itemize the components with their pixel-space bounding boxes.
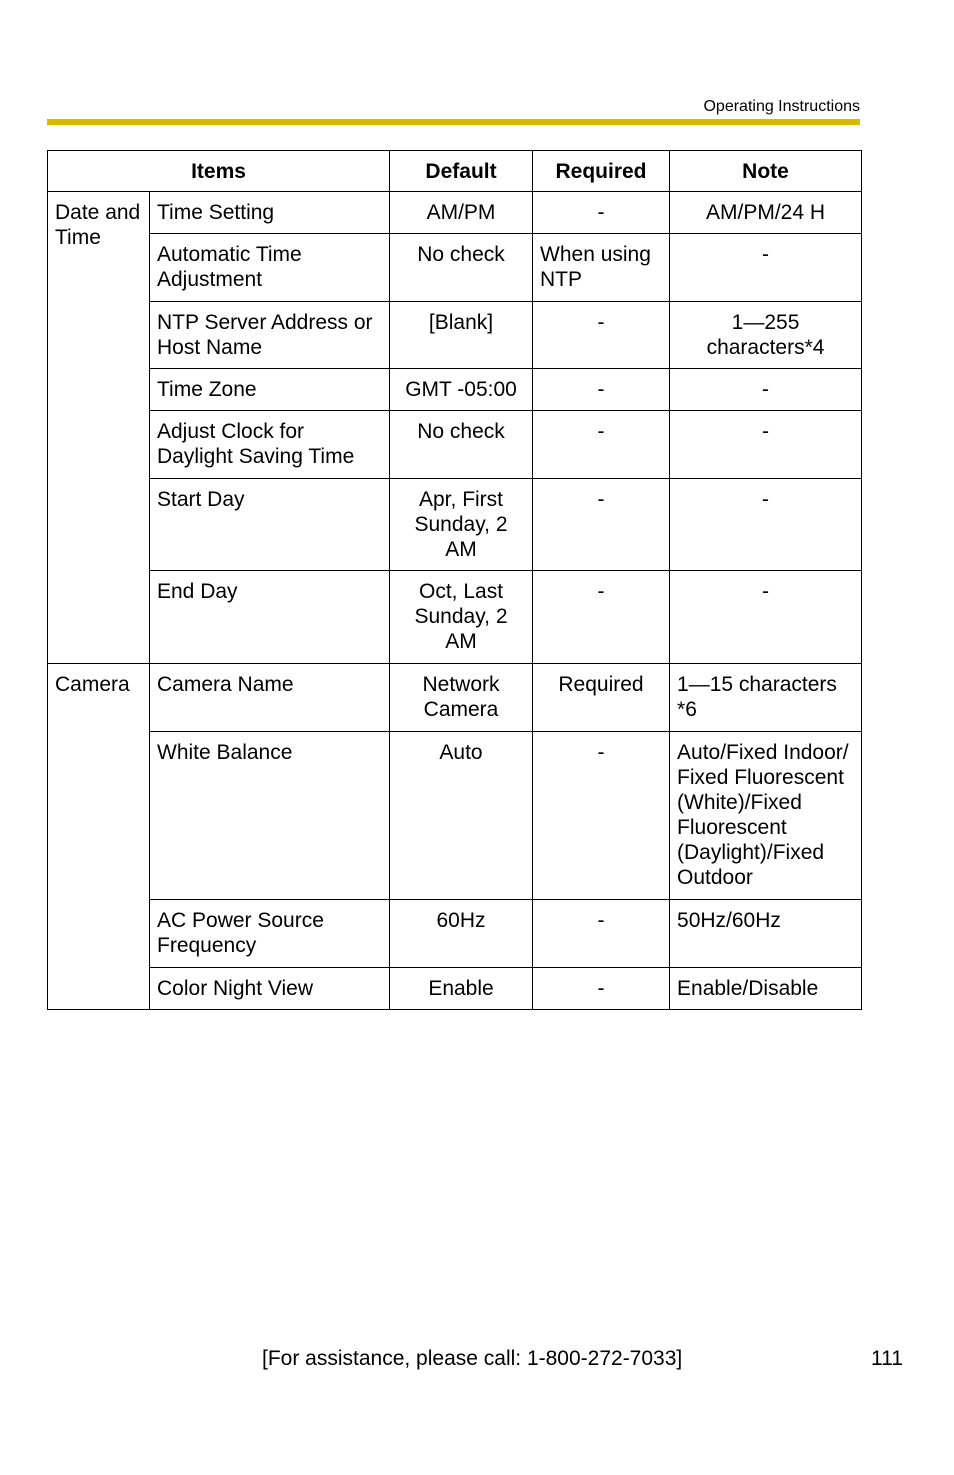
required-cell: When using NTP	[533, 234, 670, 302]
required-cell: -	[533, 479, 670, 571]
note-cell: Auto/Fixed Indoor/ Fixed Fluorescent (White)/Fixed Fluorescent (Daylight)/Fixed Outdoor	[670, 732, 862, 900]
default-cell: GMT -05:00	[390, 369, 533, 411]
default-cell: Oct, Last Sunday, 2 AM	[390, 571, 533, 664]
page-number: 111	[871, 1347, 903, 1370]
required-cell: -	[533, 968, 670, 1010]
required-cell: -	[533, 571, 670, 664]
item-cell: Time Setting	[150, 192, 390, 234]
item-cell: Start Day	[150, 479, 390, 571]
note-cell: -	[670, 234, 862, 302]
default-cell: Enable	[390, 968, 533, 1010]
note-cell: Enable/Disable	[670, 968, 862, 1010]
header-rule	[47, 119, 860, 125]
table-row	[48, 479, 862, 571]
table-row	[48, 192, 862, 234]
note-cell: 1—255 characters*4	[670, 302, 862, 369]
note-cell: -	[670, 479, 862, 571]
item-cell: Adjust Clock for Daylight Saving Time	[150, 411, 390, 479]
item-cell: Time Zone	[150, 369, 390, 411]
group-label: Date and Time	[48, 192, 150, 664]
table-row	[48, 968, 862, 1010]
required-cell: Required	[533, 664, 670, 732]
item-cell: AC Power Source Frequency	[150, 900, 390, 968]
required-cell: -	[533, 369, 670, 411]
group-label: Camera	[48, 664, 150, 1010]
running-header: Operating Instructions	[703, 98, 860, 115]
required-cell: -	[533, 411, 670, 479]
default-cell: No check	[390, 234, 533, 302]
note-cell: 50Hz/60Hz	[670, 900, 862, 968]
col-header-note: Note	[670, 151, 862, 192]
col-header-default: Default	[390, 151, 533, 192]
item-cell: Camera Name	[150, 664, 390, 732]
required-cell: -	[533, 192, 670, 234]
note-cell: -	[670, 369, 862, 411]
table-row	[48, 234, 862, 302]
table-row	[48, 664, 862, 732]
default-cell: No check	[390, 411, 533, 479]
table-header-row	[48, 151, 862, 192]
default-cell: Auto	[390, 732, 533, 900]
table-row	[48, 900, 862, 968]
item-cell: Color Night View	[150, 968, 390, 1010]
default-cell: [Blank]	[390, 302, 533, 369]
default-cell: 60Hz	[390, 900, 533, 968]
note-cell: 1—15 characters *6	[670, 664, 862, 732]
note-cell: AM/PM/24 H	[670, 192, 862, 234]
required-cell: -	[533, 732, 670, 900]
item-cell: Automatic Time Adjustment	[150, 234, 390, 302]
item-cell: White Balance	[150, 732, 390, 900]
required-cell: -	[533, 302, 670, 369]
default-cell: Network Camera	[390, 664, 533, 732]
note-cell: -	[670, 411, 862, 479]
col-header-required: Required	[533, 151, 670, 192]
assistance-line: [For assistance, please call: 1-800-272-7033]	[262, 1347, 683, 1370]
col-header-items: Items	[48, 151, 390, 192]
required-cell: -	[533, 900, 670, 968]
default-cell: AM/PM	[390, 192, 533, 234]
settings-table	[47, 150, 862, 1010]
table-row	[48, 411, 862, 479]
table-row	[48, 369, 862, 411]
default-cell: Apr, First Sunday, 2 AM	[390, 479, 533, 571]
table-row	[48, 571, 862, 664]
item-cell: NTP Server Address or Host Name	[150, 302, 390, 369]
table-row	[48, 732, 862, 900]
item-cell: End Day	[150, 571, 390, 664]
table-row	[48, 302, 862, 369]
note-cell: -	[670, 571, 862, 664]
